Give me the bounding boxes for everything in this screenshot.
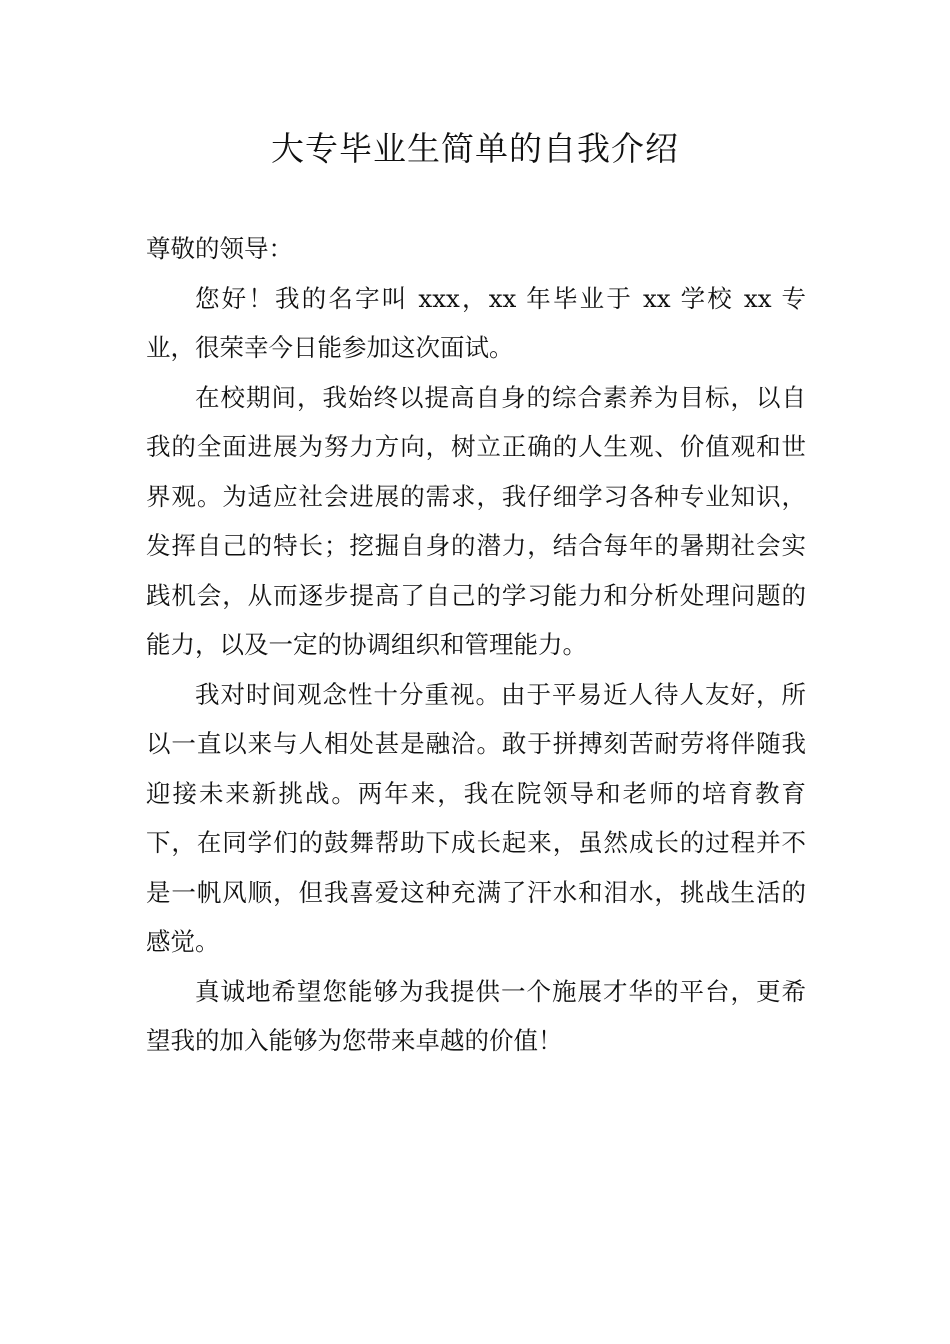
document-title: 大专毕业生简单的自我介绍 — [271, 129, 679, 168]
paragraph-closing: 真诚地希望您能够为我提供一个施展才华的平台，更希望我的加入能够为您带来卓越的价值！ — [146, 976, 806, 1055]
paragraph-personality: 我对时间观念性十分重视。由于平易近人待人友好，所以一直以来与人相处甚是融洽。敢于拼搏刻苦耐劳将伴随我迎接未来新挑战。两年来，我在院领导和老师的培育教育下，在同学们的鼓舞帮助下成长起来，虽然成长的过程并不是一帆风顺，但我喜爱这种充满了汗水和泪水，挑战生活的感觉。 — [146, 679, 806, 956]
salutation: 尊敬的领导： — [146, 234, 293, 263]
paragraph-school-period: 在校期间，我始终以提高自身的综合素养为目标，以自我的全面进展为努力方向，树立正确的人生观、价值观和世界观。为适应社会进展的需求，我仔细学习各种专业知识，发挥自己的特长；挖掘自身的潜力，结合每年的暑期社会实践机会，从而逐步提高了自己的学习能力和分析处理问题的能力，以及一定的协调组织和管理能力。 — [146, 382, 806, 659]
document-body — [146, 224, 806, 1066]
paragraph-greeting: 您好！我的名字叫 xxx，xx 年毕业于 xx 学校 xx 专业，很荣幸今日能参加这次面试。 — [146, 283, 806, 362]
